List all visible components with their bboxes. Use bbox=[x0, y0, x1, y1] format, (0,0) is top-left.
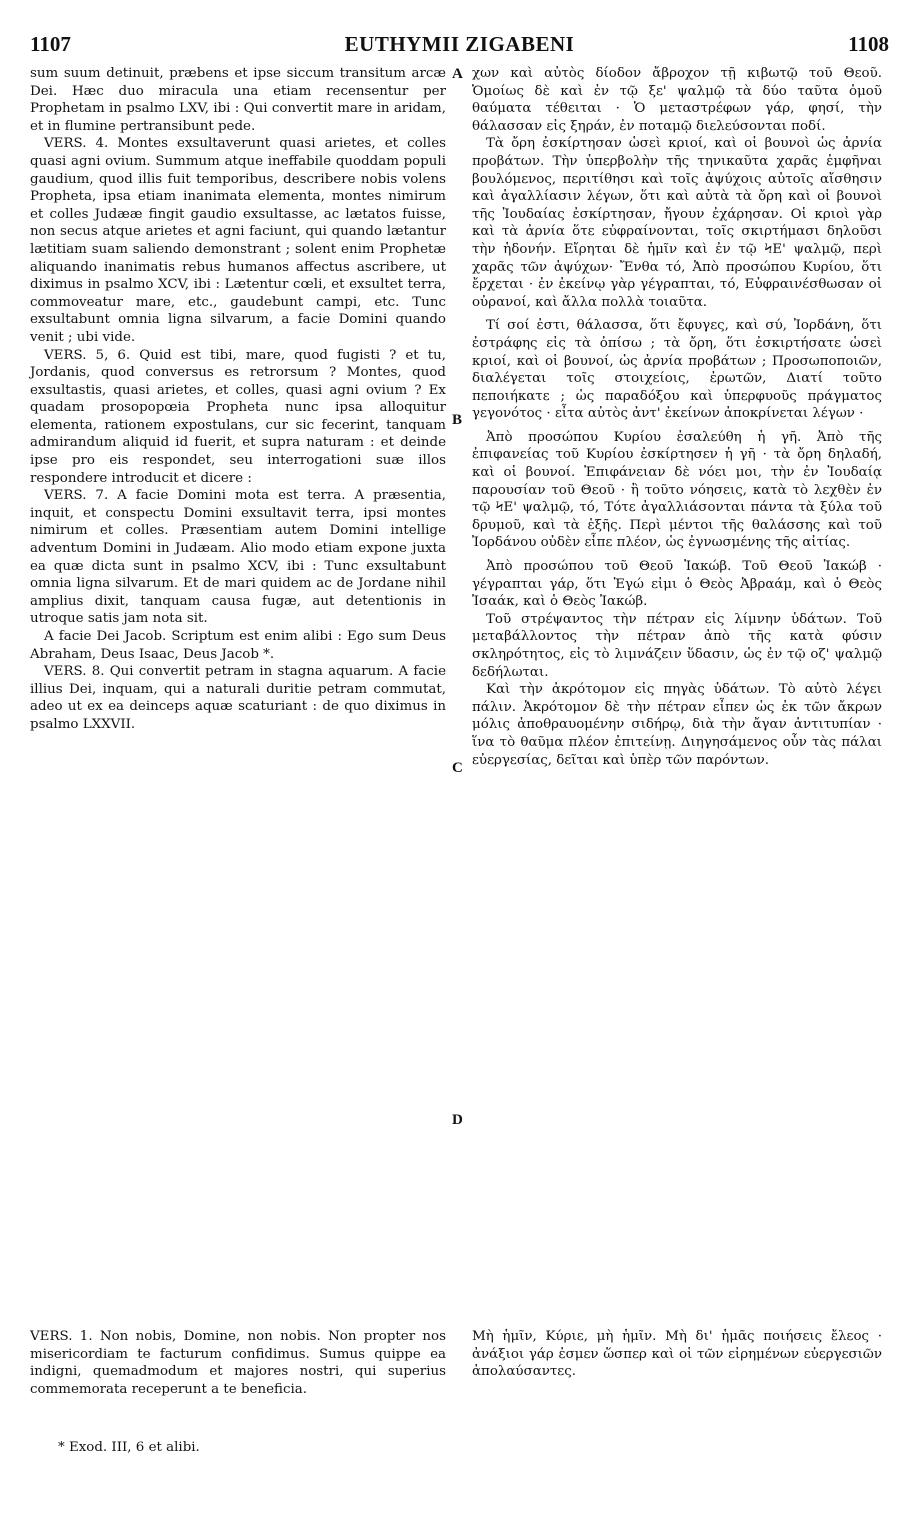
greek-paragraph: Ἀπὸ προσώπου τοῦ Θεοῦ Ἰακώβ. Τοῦ Θεοῦ Ἰακώβ · γέγραπται γάρ, ὅτι Ἐγώ εἰμι ὁ Θεὸς Ἀβραάμ, καὶ ὁ Θεὸς Ἰσαάκ, καὶ ὁ Θεὸς Ἰακώβ. bbox=[472, 559, 882, 610]
margin-marker-d: D bbox=[452, 1112, 463, 1128]
greek-paragraph: Ἀπὸ προσώπου Κυρίου ἐσαλεύθη ἡ γῆ. Ἀπὸ τῆς ἐπιφανείας τοῦ Κυρίου ἐσκίρτησεν ἡ γῆ · τὰ ὄρη δηλαδή, καὶ οἱ βουνοί. Ἐπιφάνειαν δὲ νόει μοι, τὴν ἐν Ἰουδαίᾳ παρουσίαν τοῦ Θεοῦ · ἢ τοῦτο νόησεις, κατὰ τὸ λεχθὲν ἐν τῷ ϞΕ' ψαλμῷ, τό, Τότε ἀγαλλιάσονται πάντα τὰ ξύλα τοῦ δρυμοῦ, καὶ τὰ ἑξῆς. Περὶ μέντοι τῆς θαλάσσης καὶ τοῦ Ἰορδάνου οὐδὲν εἶπε πλέον, ὡς ἐγνωσμένης τῆς αἰτίας. bbox=[472, 429, 882, 551]
greek-final-paragraph: Μὴ ἡμῖν, Κύριε, μὴ ἡμῖν. Μὴ δι' ἡμᾶς ποιήσεις ἔλεος · ἀνάξιοι γάρ ἐσμεν ὥσπερ καὶ οἱ τῶν εἰρημένων εὐεργεσιῶν ἀπολαύσαντες. bbox=[472, 1329, 882, 1380]
margin-marker-c: C bbox=[452, 760, 463, 776]
running-header bbox=[30, 32, 889, 58]
margin-marker-b: B bbox=[452, 412, 463, 428]
page-number-right: 1108 bbox=[848, 32, 889, 56]
latin-paragraph: VERS. 4. Montes exsultaverunt quasi arietes, et colles quasi agni ovium. Summum atque ineffabile quoddam populi gaudium, quod illis fuit temporibus, describere nobis volens Propheta, ipsa etiam inanimata elementa, montes nimirum et colles Judææ fingit gaudio exsultasse, ac lætatos fuisse, non secus atque arietes et agni faciunt, qui quando lætantur lætitiam suam saliendo demonstrant ; solent enim Prophetæ aliquando inanimatis rebus humanos affectus ascribere, ut diximus in psalmo XCV, ibi : Lætentur cœli, et exsultet terra, commoveatur mare, etc., gaudebunt campi, etc. Tunc exsultabunt omnia ligna silvarum, a facie Domini quando venit ; ubi vide. bbox=[30, 136, 446, 345]
greek-paragraph: Τί σοί ἐστι, θάλασσα, ὅτι ἔφυγες, καὶ σύ, Ἰορδάνη, ὅτι ἐστράφης εἰς τὰ ὀπίσω ; τὰ ὄρη, ὅτι ἐσκιρτήσατε ὡσεὶ κριοί, καὶ οἱ βουνοί, ὡς ἀρνία προβάτων ; Προσωποποιῶν, διαλέγεται τοῖς στοιχείοις, ἐρωτῶν, Διατί τοῦτο πεποιήκατε ; ὡς παραδόξου καὶ ὑπερφυοῦς πράγματος γεγονότος · εἶτα αὐτὸς ἀντ' ἐκείνων ἀποκρίνεται λέγων · bbox=[472, 318, 882, 422]
greek-paragraph: Καὶ τὴν ἀκρότομον εἰς πηγὰς ὑδάτων. Τὸ αὐτὸ λέγει πάλιν. Ἀκρότομον δὲ τὴν πέτραν εἶπεν ὡς ἐκ τῶν ἄκρων μόλις ἀποθραυομένην σιδήρῳ, διὰ τὴν ἄγαν ἀντιτυπίαν · ἵνα τὸ θαῦμα πλέον ἐπιτείνῃ. Διηγησάμενος οὖν τὰς πάλαι εὐεργεσίας, δεῖται καὶ ὑπὲρ τῶν παρόντων. bbox=[472, 682, 882, 768]
latin-paragraph: VERS. 5, 6. Quid est tibi, mare, quod fugisti ? et tu, Jordanis, quod conversus es retrorsum ? Montes, quod exsultastis, quasi arietes, et colles, quasi agni ovium ? Ex quadam prosopopœia Propheta nunc ipsa alloquitur elementa, rationem expostulans, cur sic fecerint, tanquam admirandum aliquid id fuerit, et supra naturam : et deinde ipse pro eis respondet, seu interrogationi suæ illos respondere introducit et dicere : bbox=[30, 347, 446, 486]
latin-paragraph: VERS. 7. A facie Domini mota est terra. A præsentia, inquit, et conspectu Domini exsultavit terra, ipsi montes nimirum et colles. Præsentiam autem Domini intellige adventum Domini in Judæam. Alio modo etiam expone juxta ea quæ dicta sunt in psalmo XCV, ibi : Tunc exsultabunt omnia ligna silvarum. Et de mari quidem ac de Jordane nihil amplius dixit, tanquam causa fugæ, aut detentionis in utroque satis jam nota sit. bbox=[30, 488, 446, 627]
latin-column bbox=[30, 65, 446, 734]
latin-paragraph: A facie Dei Jacob. Scriptum est enim alibi : Ego sum Deus Abraham, Deus Isaac, Deus Jacob *. bbox=[30, 629, 446, 662]
greek-paragraph: Τοῦ στρέψαντος τὴν πέτραν εἰς λίμνην ὑδάτων. Τοῦ μεταβάλλοντος τὴν πέτραν ἀπὸ τῆς κατὰ φύσιν σκληρότητος, εἰς τὸ λιμνάζειν ὕδασιν, ὡς ἐν τῷ οζ' ψαλμῷ δεδήλωται. bbox=[472, 611, 882, 680]
running-title: EUTHYMII ZIGABENI bbox=[344, 32, 575, 56]
greek-column bbox=[472, 65, 882, 769]
latin-final-paragraph: VERS. 1. Non nobis, Domine, non nobis. Non propter nos misericordiam te facturum confidimus. Sumus quippe ea indigni, quemadmodum et majores nostri, qui superius commemorata receperunt a te beneficia. bbox=[30, 1329, 446, 1397]
page-number-left: 1107 bbox=[30, 32, 71, 56]
latin-paragraph: sum suum detinuit, præbens et ipse siccum transitum arcæ Dei. Hæc duo miracula una etiam recensentur per Prophetam in psalmo LXV, ibi : Qui convertit mare in aridam, et in flumine pertransibunt pede. bbox=[30, 66, 446, 134]
greek-paragraph: Τὰ ὄρη ἐσκίρτησαν ὡσεὶ κριοί, καὶ οἱ βουνοὶ ὡς ἀρνία προβάτων. Τὴν ὑπερβολὴν τῆς τηνικαῦτα χαρᾶς ἐμφῆναι βουλόμενος, περιτίθησι καὶ τοῖς ἀψύχοις αὐτοῖς αἴσθησιν καὶ ἀγαλλίασιν λέγων, ὅτι καὶ αὐτὰ τὰ ὄρη καὶ οἱ βουνοὶ τῆς Ἰουδαίας ἐσκίρτησαν, ἤγουν ἐχάρησαν. Οἱ κριοὶ γὰρ καὶ τὰ ἀρνία ὅτε εὐφραίνονται, τοῖς σκιρτήμασι δηλοῦσι τὴν ἡδονήν. Εἴρηται δὲ ἡμῖν καὶ ἐν τῷ ϞΕ' ψαλμῷ, περὶ χαρᾶς τῶν ἀψύχων· Ἔνθα τό, Ἀπὸ προσώπου Κυρίου, ὅτι ἔρχεται · ἐν ἐκείνῳ γὰρ γέγραπται, τό, Εὐφραινέσθωσαν οἱ οὐρανοί, καὶ ἄλλα πολλὰ τοιαῦτα. bbox=[472, 136, 882, 310]
footnote: * Exod. III, 6 et alibi. bbox=[58, 1440, 200, 1455]
margin-marker-a: A bbox=[452, 66, 463, 82]
latin-paragraph: VERS. 8. Qui convertit petram in stagna aquarum. A facie illius Dei, inquam, qui a naturali duritie petram commutat, adeo ut ex ea deinceps aquæ scaturiant : de quo diximus in psalmo LXXVII. bbox=[30, 664, 446, 732]
greek-paragraph: χων καὶ αὐτὸς δίοδον ἄβροχον τῇ κιβωτῷ τοῦ Θεοῦ. Ὁμοίως δὲ καὶ ἐν τῷ ξε' ψαλμῷ τὰ δύο ταῦτα ὁμοῦ θαύματα τέθειται · Ὁ μεταστρέφων γάρ, φησί, τὴν θάλασσαν εἰς ξηράν, ἐν ποταμῷ διελεύσονται ποδί. bbox=[472, 66, 882, 134]
